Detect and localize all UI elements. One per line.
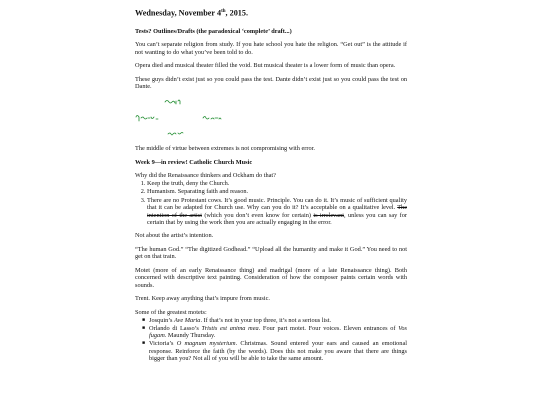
motets-intro: Some of the greatest motets: (135, 309, 207, 317)
paragraph-virtue: The middle of virtue between extremes is not compromising with error. (135, 144, 315, 152)
motet-text: Victoria’s (149, 340, 177, 348)
list-item: 2. Humanism. Separating faith and reason. (147, 188, 407, 195)
paragraph-religion: You can’t separate religion from study. If you hate school you hate the religion. “Get out” is the attitude if not wanting to do what you’ve been told to do. (135, 41, 407, 56)
bullet-icon: ■ (142, 325, 146, 331)
motet-text: . If that’s not in your top three, it’s not a serious list. (200, 316, 332, 324)
motet-text: . Four part motet. Four voices. Eleven entrances of (258, 324, 399, 332)
paragraph-motet-madrigal: Motet (more of an early Renaissance thing) and madrigal (more of a late Renaissance thing). Both concerned with descriptive text painting. Consideration of how the composer paints certain words with sounds. (135, 267, 407, 289)
handwritten-sketch (135, 97, 407, 141)
document-page (135, 7, 407, 363)
list-item (142, 340, 408, 362)
paragraph-human-god: “The human God.” “The digitized Godhead.” “Upload all the humanity and make it God.” You need to not get on that train. (135, 246, 407, 261)
section-heading-week9: Week 9—in review! Catholic Church Music (135, 158, 253, 166)
list-item (142, 316, 407, 324)
list-item (142, 324, 407, 340)
motet-list (135, 317, 407, 362)
numbered-list (135, 180, 407, 226)
motet-title: Ave Maria (174, 316, 201, 324)
title-superscript: th (221, 9, 226, 14)
motet-text: Orlando di Lasso’s (149, 324, 202, 332)
list-item-text: There are no Protestant cows. It’s good music. Principle. You can do it. It’s music of sufficient quality that it can be adapted for Church use. Why can you do it? It’s acceptable on a qualitative level. (147, 196, 407, 212)
paragraph-trent: Trent. Keep away anything that’s impure from music. (135, 295, 270, 303)
motet-title: Vos fugam (149, 324, 407, 340)
paragraph-intention: Not about the artist’s intention. (135, 232, 214, 240)
motet-text: . Christmas. Sound entered your ears and caused an emotional response. Reinforce the faith (by the words). Does this not make you aware that there are things bigger than you? Not all of you will be able to take the same amount. (149, 340, 408, 362)
sketch-image (135, 97, 275, 141)
paragraph-opera: Opera died and musical theater filled the void. But musical theater is a lower form of music than opera. (135, 62, 396, 70)
title-text: Wednesday, November 4 (135, 8, 222, 18)
motet-title: O magnum mysterium (176, 340, 236, 348)
struck-text: is irrelevant (313, 211, 345, 219)
list-item: 1. Keep the truth, deny the Church. (147, 180, 407, 187)
page-title (135, 7, 407, 19)
motet-text: . Maundy Thursday. (164, 332, 216, 340)
title-suffix: , 2015. (225, 8, 249, 18)
bullet-icon: ■ (142, 317, 146, 323)
list-item-text: , unless you can say for certain that by using the work then you are actually engaging in the error. (147, 211, 408, 227)
list-item-text: (which you don’t even know for certain) (201, 211, 314, 219)
question-renaissance: Why did the Renaissance thinkers and Ockham do that? (135, 172, 276, 180)
list-item (147, 197, 407, 227)
struck-text: The intention of the artist (147, 204, 407, 219)
bullet-icon: ■ (142, 341, 146, 347)
section-heading-tests: Tests? Outlines/Drafts (the paradoxical ‘complete’ draft...) (135, 27, 292, 35)
paragraph-dante: These guys didn’t exist just so you could pass the test. Dante didn’t exist just so you could pass the test on Dante. (135, 75, 407, 91)
motet-title: Tristis est anima mea (201, 324, 259, 332)
motet-text: Josquin’s (149, 316, 175, 324)
